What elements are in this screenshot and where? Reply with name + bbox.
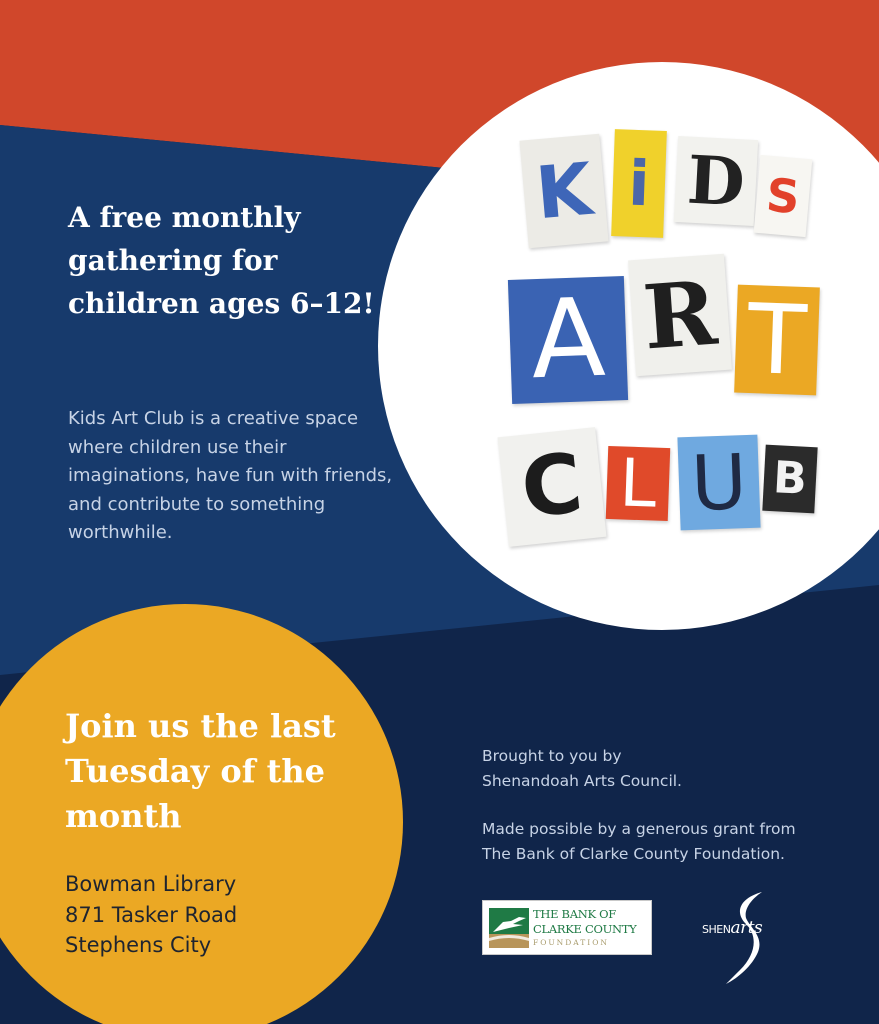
address-line: Stephens City (65, 933, 212, 957)
event-address (65, 869, 365, 961)
credits (482, 744, 862, 890)
letter-tile: B (762, 445, 817, 514)
bank-logo-line: CLARKE COUNTY (533, 922, 637, 936)
letter-tile: i (611, 129, 667, 238)
shenarts-swash-icon (700, 888, 790, 988)
bank-eagle-icon (489, 908, 529, 948)
letter-tile: D (674, 136, 758, 226)
letter-tile: C (498, 427, 607, 547)
brought-by-text: Brought to you by Shenandoah Arts Council. (482, 747, 682, 790)
letter-tile: K (519, 134, 608, 249)
letter-tile: A (508, 276, 628, 404)
letter-tile: R (628, 254, 732, 376)
bank-logo-line: FOUNDATION (533, 938, 609, 947)
bank-logo-line: THE BANK OF (533, 907, 616, 921)
headline: A free monthly gathering for children ages 6–12! (68, 201, 375, 320)
grant-text: Made possible by a generous grant from The Bank of Clarke County Foundation. (482, 820, 796, 863)
address-line: 871 Tasker Road (65, 902, 238, 927)
letter-tile: S (754, 155, 813, 237)
join-heading: Join us the last Tuesday of the month (65, 707, 336, 835)
letter-tile: L (606, 446, 671, 521)
shenarts-logo-text: SHENarts (702, 918, 763, 938)
description: Kids Art Club is a creative space where children use their imaginations, have fun with friends, and contribute to something worthwhile. (68, 408, 393, 543)
letter-tile: T (734, 285, 820, 396)
address-line: Bowman Library (65, 872, 237, 896)
letter-tile: U (677, 435, 760, 531)
bank-of-clarke-county-logo (482, 900, 652, 955)
